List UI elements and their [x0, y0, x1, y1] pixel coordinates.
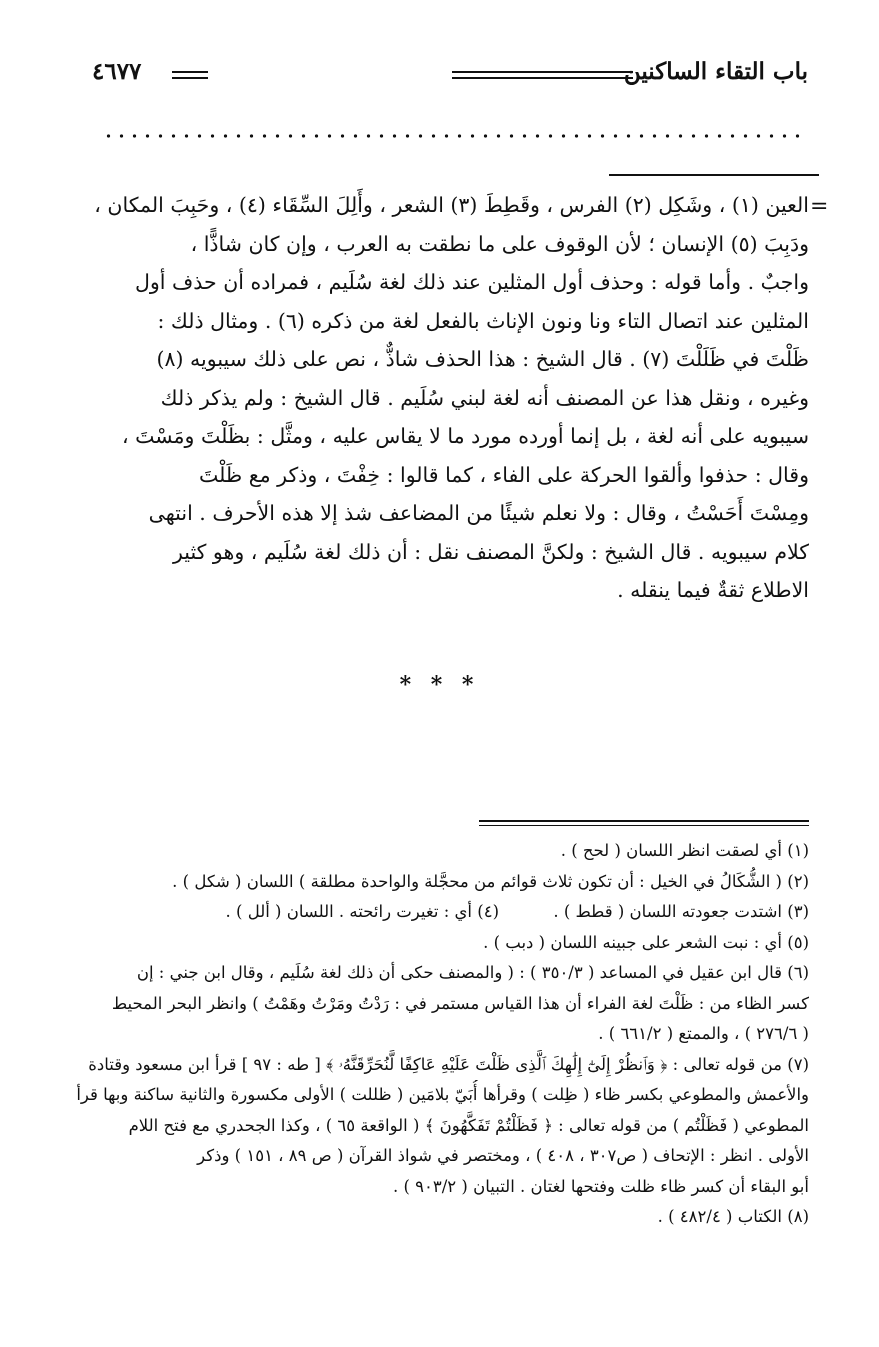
header-rule-left: [172, 71, 208, 79]
footnote-3: (٣) اشتدت جعودته اللسان ( قطط ) .: [553, 902, 809, 921]
footnote-1: (١) أي لصقت انظر اللسان ( لحح ) .: [560, 841, 809, 860]
footnote-row-3-4: [69, 897, 809, 928]
continuation-mark: =: [810, 194, 829, 219]
text-line: الاطلاع ثقةٌ فيما ينقله .: [617, 578, 809, 602]
footnote-6-line: (٦) قال ابن عقيل في المساعد ( ٣٥٠/٣ ) : ( والمصنف حكى أن ذلك لغة سُلَيم ، وقال ابن جني : إن: [136, 963, 809, 982]
footnote-7-line: (٧) من قوله تعالى : ﴿ وَٱنظُرْ إِلَىٰٓ إِلَٰهِكَ ٱلَّذِى ظَلْتَ عَلَيْهِ عَاكِفًا لَّنُحَرِّقَنَّهُۥ ﴾ [ طه : ٩٧ ] قرأ ابن مسعود وقتادة: [88, 1054, 809, 1074]
main-text: [69, 186, 809, 610]
footnote-6-line: ( ٢٧٦/٦ ) ، والممتع ( ٦٦١/٢ ) .: [598, 1024, 809, 1043]
footnote-7-line: والأعمش والمطوعي بكسر ظاء ( ظِلت ) وقرأها أُبَيّ بلامَين ( ظللت ) الأولى مكسورة والثانية ساكنة وبها قرأ: [76, 1085, 809, 1104]
text-line: العين (١) ، وشَكِل (٢) الفرس ، وقَطِطَ (٣) الشعر ، وأَلِلَ السِّقَاء (٤) ، وحَبِبَ المكان ،: [94, 193, 809, 217]
text-line: كلام سيبويه . قال الشيخ : ولكنَّ المصنف نقل : أن ذلك لغة سُلَيم ، وهو كثير: [172, 539, 809, 564]
text-line: ودَبِبَ (٥) الإنسان ؛ لأن الوقوف على ما نطقت به العرب ، وإن كان شاذًّا ،: [190, 231, 809, 256]
footnote-7-line: أبو البقاء أن كسر ظاء ظلت وفتحها لغتان . التبيان ( ٩٠٣/٢ ) .: [392, 1176, 809, 1196]
footnote-8: (٨) الكتاب ( ٤٨٢/٤ ) .: [657, 1207, 809, 1226]
text-line: سيبويه على أنه لغة ، بل إنما أورده مورد ما لا يقاس عليه ، ومثَّل : بظَلْتَ ومَسْتَ ،: [122, 424, 809, 448]
footnote-6-line: كسر الظاء من : ظَلْتَ لغة الفراء أن هذا القياس مستمر في : رَدْتُ ومَرْتُ وهَمْتُ ) وانظر البحر المحيط: [111, 993, 809, 1013]
header-rule-right: [452, 71, 633, 79]
text-line: ومِسْتَ أَحَسْتُ ، وقال : ولا نعلم شيئًا من المضاعف شذ إلا هذه الأحرف . انتهى: [148, 501, 809, 525]
chapter-title: باب التقاء الساكنين: [623, 58, 808, 85]
footnote-7-line: الأولى . انظر : الإتحاف ( ص٣٠٧ ، ٤٠٨ ) ، ومختصر في شواذ القرآن ( ص ٨٩ ، ١٥١ ) وذكر: [197, 1146, 809, 1165]
text-line: وقال : حذفوا وألقوا الحركة على الفاء ، كما قالوا : خِفْتَ ، وذكر مع ظَلْتَ: [198, 462, 809, 487]
continuation-rule: [609, 174, 819, 176]
running-header: [92, 54, 808, 94]
section-separator: * * *: [399, 672, 480, 698]
text-line: واجبٌ . وأما قوله : وحذف أول المثلين عند ذلك لغة سُلَيم ، فمراده أن حذف أول: [135, 270, 809, 294]
text-line: المثلين عند اتصال التاء ونا ونون الإناث بالفعل لغة من ذكره (٦) . ومثال ذلك :: [157, 308, 809, 333]
text-line: وغيره ، ونقل هذا عن المصنف أنه لغة لبني سُلَيم . قال الشيخ : ولم يذكر ذلك: [160, 385, 809, 410]
footnote-rule: [479, 820, 809, 826]
footnote-4: (٤) أي : تغيرت رائحته . اللسان ( ألل ) .: [225, 902, 499, 921]
footnote-2: (٢) ( الشُّكَالُ في الخيل : أن تكون ثلاث قوائم من محجَّلة والواحدة مطلقة ) اللسان ( شكل ) .: [172, 871, 809, 891]
dotted-divider: [102, 134, 808, 138]
text-line: ظَلْتَ في ظَلَلْتَ (٧) . قال الشيخ : هذا الحذف شاذٌّ ، نص على ذلك سيبويه (٨): [156, 347, 809, 371]
page-number: ٤٦٧٧: [92, 58, 142, 85]
footnotes: [69, 836, 809, 1233]
footnote-7-line: المطوعي ( فَظَلْتُم ) من قوله تعالى : ﴿ فَظَلْتُمْ تَفَكَّهُونَ ﴾ ( الواقعة ٦٥ ) ، وكذا الجحدري مع فتح اللام: [128, 1115, 809, 1135]
footnote-5: (٥) أي : نبت الشعر على جبينه اللسان ( دبب ) .: [483, 932, 809, 952]
